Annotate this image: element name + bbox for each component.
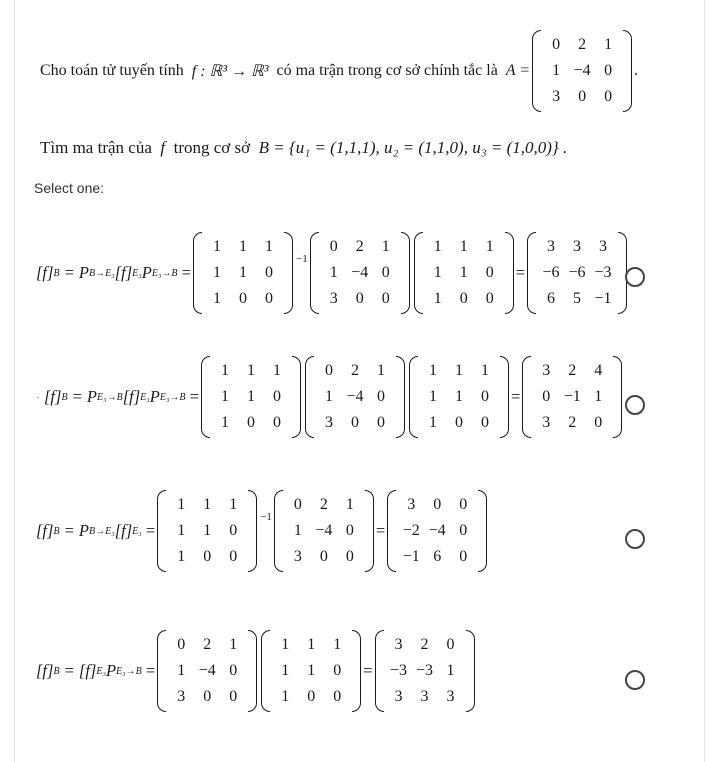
left-border [14,0,15,762]
option-1-radio[interactable] [625,267,645,287]
matrix-a-name: A = [505,62,531,79]
question-intro: Cho toán tử tuyến tính [40,62,184,79]
map-symbol: f : ℝ³ → ℝ³ [191,63,269,80]
option-2-matrix-2: 0 2 1 1 −4 0 3 0 0 [305,356,405,438]
question-line-1 [40,30,638,112]
option-4-result: 3 2 0 −3 −3 1 3 3 3 [375,630,475,712]
option-1-matrix-1: 1 1 1 1 1 0 1 0 0 [193,232,293,314]
option-3-matrix-1: 1 1 1 1 1 0 1 0 0 [157,490,257,572]
option-1-formula: [f] B = P B→E₃ [f] E₃ P E₃→B = 1 1 1 1 1 0 1 0 0 −1 0 2 1 1 −4 0 3 0 0 1 1 1 1 1 0 1 0 0 = 3 3 3 −6 −6 −3 6 5 −1 [36,232,629,314]
option-1-result: 3 3 3 −6 −6 −3 6 5 −1 [527,232,627,314]
question-line-2 [40,138,567,158]
option-2-matrix-3: 1 1 1 1 1 0 1 0 0 [409,356,509,438]
option-2-radio[interactable] [625,395,645,415]
end-punctuation: . [634,62,639,79]
matrix-a: 0 2 1 1 −4 0 3 0 0 [532,30,632,112]
option-1-matrix-3: 1 1 1 1 1 0 1 0 0 [414,232,514,314]
option-4-matrix-1: 0 2 1 1 −4 0 3 0 0 [157,630,257,712]
basis-text: trong cơ sở [173,138,251,157]
option-3[interactable] [36,490,686,572]
right-border [704,0,705,762]
option-1[interactable] [36,232,686,314]
option-3-formula: [f] B = P B→E₃ [f] E₃ = 1 1 1 1 1 0 1 0 0 −1 0 2 1 1 −4 0 3 0 0 = 3 0 0 −2 −4 0 −1 6 0 [36,490,489,572]
option-1-matrix-2: 0 2 1 1 −4 0 3 0 0 [310,232,410,314]
option-4[interactable] [36,630,686,712]
option-4-formula: [f] B = [f] E₃ P E₃→B = 0 2 1 1 −4 0 3 0 0 1 1 1 1 1 0 1 0 0 = 3 2 0 −3 −3 1 3 3 3 [36,630,477,712]
option-3-result: 3 0 0 −2 −4 0 −1 6 0 [387,490,487,572]
option-2-formula: · [f] B = P E₃→B [f] E₃ P E₃→B = 1 1 1 1 1 0 1 0 0 0 2 1 1 −4 0 3 0 0 1 1 1 1 1 0 1 0 0 = 3 2 4 0 −1 1 3 2 0 [36,356,624,438]
question-intro-end: có ma trận trong cơ sở chính tắc là [276,62,498,79]
option-4-radio[interactable] [625,670,645,690]
option-2-result: 3 2 4 0 −1 1 3 2 0 [522,356,622,438]
select-one-label: Select one: [34,180,105,196]
basis-definition: B = {u₁ = (1,1,1), u₂ = (1,1,0), u₃ = (1,0,0)} . [258,138,568,157]
option-2-matrix-1: 1 1 1 1 1 0 1 0 0 [201,356,301,438]
option-3-matrix-2: 0 2 1 1 −4 0 3 0 0 [274,490,374,572]
find-text: Tìm ma trận của [40,138,152,157]
option-3-radio[interactable] [625,529,645,549]
option-2[interactable] [36,356,686,438]
f-symbol: f [160,138,166,157]
option-4-matrix-2: 1 1 1 1 1 0 1 0 0 [261,630,361,712]
